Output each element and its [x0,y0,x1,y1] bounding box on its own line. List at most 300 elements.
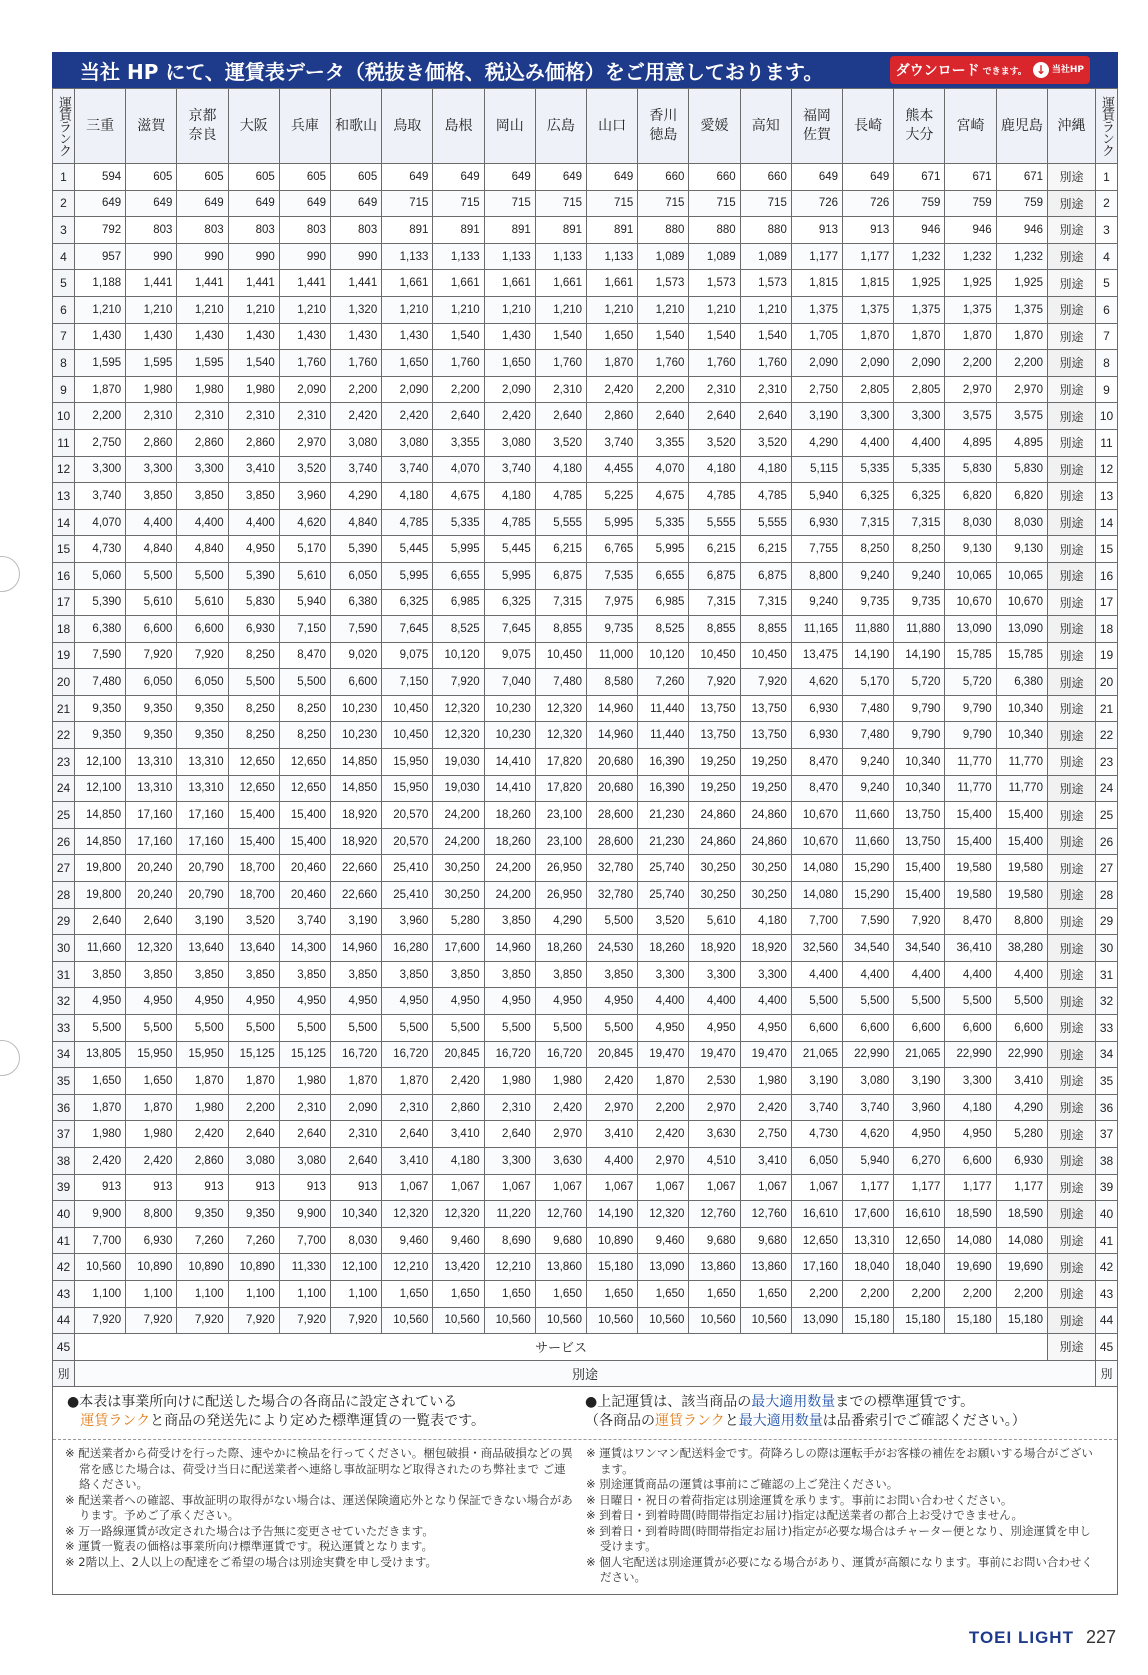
rate-cell: 2,090 [279,376,330,403]
rate-cell: 1,232 [945,243,996,270]
rate-cell: 4,180 [689,456,740,483]
rate-cell: 4,290 [535,908,586,935]
rate-cell: 15,400 [996,828,1047,855]
rate-cell: 715 [638,190,689,217]
rate-cell: 4,950 [75,988,126,1015]
rate-cell: 4,180 [535,456,586,483]
rate-cell: 20,460 [279,882,330,909]
rate-cell: 1,925 [945,270,996,297]
rate-cell: 10,560 [535,1307,586,1334]
rate-cell: 1,210 [638,296,689,323]
rate-cell: 1,650 [484,1280,535,1307]
rate-cell: 715 [689,190,740,217]
rate-cell: 891 [382,217,433,244]
rate-cell: 13,860 [740,1254,791,1281]
rate-cell: 9,735 [587,616,638,643]
rate-cell: 7,480 [535,669,586,696]
sub-notes [53,1440,1117,1594]
region-header: 岡山 [484,89,535,164]
rate-cell: 7,260 [228,1227,279,1254]
rate-cell: 2,420 [638,1121,689,1148]
table-row [53,1227,1118,1254]
rate-cell: 1,540 [638,323,689,350]
rank-cell: 31 [1096,961,1118,988]
rate-cell: 3,740 [484,456,535,483]
rate-cell: 10,670 [945,589,996,616]
rate-cell: 6,380 [996,669,1047,696]
rate-cell: 19,800 [75,882,126,909]
rate-cell: 32,780 [587,855,638,882]
rate-cell: 2,090 [843,350,894,377]
rate-cell: 13,310 [177,775,228,802]
rate-cell: 4,180 [484,483,535,510]
rate-cell: 2,310 [535,376,586,403]
rate-cell: 1,067 [740,1174,791,1201]
rank-cell: 28 [1096,882,1118,909]
rate-cell: 4,400 [638,988,689,1015]
rate-cell: 10,230 [331,695,382,722]
rate-cell: 1,760 [331,350,382,377]
rank-cell: 43 [1096,1280,1118,1307]
rate-cell: 7,920 [433,669,484,696]
rate-cell: 5,500 [587,1015,638,1042]
rate-cell: 13,750 [689,695,740,722]
rate-cell: 913 [279,1174,330,1201]
rate-cell: 6,930 [791,722,842,749]
rate-cell: 4,950 [945,1121,996,1148]
rate-cell: 1,540 [740,323,791,350]
rate-cell: 16,390 [638,775,689,802]
rate-cell: 12,320 [535,695,586,722]
rate-cell: 8,030 [996,509,1047,536]
rate-cell: 1,980 [228,376,279,403]
rate-cell: 24,200 [433,802,484,829]
rate-cell: 22,990 [843,1041,894,1068]
rate-cell: 5,940 [279,589,330,616]
rate-cell: 7,480 [843,695,894,722]
rate-cell: 946 [894,217,945,244]
rate-cell: 5,390 [331,536,382,563]
rate-cell: 3,410 [996,1068,1047,1095]
okinawa-cell: 別途 [1048,350,1096,377]
rate-cell: 2,200 [843,1280,894,1307]
rate-cell: 880 [740,217,791,244]
rank-cell: 37 [53,1121,75,1148]
rate-cell: 10,450 [535,642,586,669]
rate-cell: 5,995 [382,562,433,589]
okinawa-cell: 別途 [1048,1227,1096,1254]
rate-cell: 2,750 [75,429,126,456]
rate-cell: 10,890 [587,1227,638,1254]
rate-cell: 1,210 [177,296,228,323]
rate-cell: 9,680 [740,1227,791,1254]
rate-cell: 4,400 [689,988,740,1015]
rate-cell: 14,410 [484,749,535,776]
rate-cell: 891 [535,217,586,244]
table-row [53,536,1118,563]
rate-cell: 1,650 [535,1280,586,1307]
rank-cell: 27 [1096,855,1118,882]
rate-cell: 5,500 [177,1015,228,1042]
rate-cell: 17,160 [791,1254,842,1281]
rate-cell: 2,200 [996,350,1047,377]
rate-cell: 14,190 [894,642,945,669]
rank-cell: 6 [1096,296,1118,323]
rate-cell: 14,190 [843,642,894,669]
rate-cell: 1,870 [996,323,1047,350]
rate-cell: 30,250 [689,882,740,909]
rate-cell: 7,480 [75,669,126,696]
rate-cell: 4,400 [126,509,177,536]
rate-cell: 1,188 [75,270,126,297]
rate-cell: 1,375 [791,296,842,323]
rate-cell: 2,640 [75,908,126,935]
rate-cell: 5,610 [177,589,228,616]
rate-cell: 11,660 [843,802,894,829]
table-row [53,217,1118,244]
rate-cell: 19,250 [740,775,791,802]
download-banner [52,52,1118,88]
rate-cell: 660 [689,164,740,191]
rate-cell: 16,390 [638,749,689,776]
table-row [53,961,1118,988]
table-row [53,1201,1118,1228]
rank-cell: 22 [1096,722,1118,749]
rate-cell: 6,600 [843,1015,894,1042]
sub-note: ※ 到着日・到着時間(時間帯指定お届け)指定は配送業者の都合上お受けできません。 [586,1508,1023,1523]
table-row [53,1094,1118,1121]
rate-cell: 19,470 [740,1041,791,1068]
sub-notes-right [586,1446,1107,1586]
rank-cell: 26 [1096,828,1118,855]
rank-cell: 40 [1096,1201,1118,1228]
rate-cell: 6,930 [996,1147,1047,1174]
rate-cell: 36,410 [945,935,996,962]
rate-cell: 4,785 [689,483,740,510]
rate-cell: 10,065 [996,562,1047,589]
rate-cell: 12,320 [382,1201,433,1228]
rate-cell: 4,070 [433,456,484,483]
rate-cell: 4,180 [382,483,433,510]
rank-cell: 34 [1096,1041,1118,1068]
rank-cell: 44 [53,1307,75,1334]
sub-note: ※ 個人宅配送は別途運賃が必要になる場合があり、運賃が高額になります。事前にお問い合わせください。 [586,1554,1093,1585]
rate-cell: 5,500 [433,1015,484,1042]
okinawa-cell: 別途 [1048,296,1096,323]
okinawa-cell: 別途 [1048,536,1096,563]
rate-cell: 9,460 [638,1227,689,1254]
rate-cell: 4,180 [740,908,791,935]
rate-cell: 18,260 [484,802,535,829]
rate-cell: 6,930 [791,509,842,536]
rate-cell: 3,300 [177,456,228,483]
okinawa-cell: 別途 [1048,1068,1096,1095]
rate-cell: 12,650 [894,1227,945,1254]
table-row [53,855,1118,882]
rate-cell: 2,860 [177,1147,228,1174]
rate-cell: 4,950 [177,988,228,1015]
rate-cell: 1,430 [279,323,330,350]
rate-cell: 6,875 [740,562,791,589]
rate-cell: 3,520 [535,429,586,456]
rate-cell: 5,500 [587,908,638,935]
rate-cell: 913 [228,1174,279,1201]
rate-cell: 3,960 [894,1094,945,1121]
okinawa-cell: 別途 [1048,323,1096,350]
rate-cell: 17,160 [177,802,228,829]
download-icon: ↓ [1033,62,1049,78]
rate-cell: 7,315 [535,589,586,616]
rate-cell: 7,700 [791,908,842,935]
rate-cell: 24,860 [689,828,740,855]
rate-cell: 9,130 [945,536,996,563]
rate-cell: 6,380 [75,616,126,643]
rank-cell: 2 [1096,190,1118,217]
rate-cell: 10,230 [484,695,535,722]
rate-cell: 5,500 [279,669,330,696]
rate-cell: 28,600 [587,802,638,829]
rate-cell: 1,210 [433,296,484,323]
rate-cell: 1,067 [535,1174,586,1201]
rate-cell: 2,420 [433,1068,484,1095]
rate-cell: 3,740 [75,483,126,510]
rate-cell: 2,310 [484,1094,535,1121]
rate-cell: 9,790 [894,695,945,722]
rate-cell: 6,820 [945,483,996,510]
rate-cell: 2,200 [996,1280,1047,1307]
rate-cell: 649 [177,190,228,217]
rate-cell: 1,760 [279,350,330,377]
rank-cell: 14 [1096,509,1118,536]
rank-cell: 22 [53,722,75,749]
rate-cell: 3,080 [382,429,433,456]
rank-cell: 8 [1096,350,1118,377]
rate-cell: 13,750 [894,828,945,855]
rate-cell: 9,350 [75,722,126,749]
rank-cell: 10 [53,403,75,430]
rate-cell: 649 [484,164,535,191]
region-header: 大阪 [228,89,279,164]
rank-cell: 35 [53,1068,75,1095]
rate-cell: 18,260 [535,935,586,962]
rate-cell: 1,441 [177,270,228,297]
betsu-cell: 別途 [75,1360,1096,1387]
rate-cell: 5,830 [945,456,996,483]
rate-cell: 4,400 [177,509,228,536]
rate-cell: 5,500 [484,1015,535,1042]
rank-cell: 24 [1096,775,1118,802]
rate-cell: 605 [177,164,228,191]
rate-cell: 715 [535,190,586,217]
rate-cell: 14,080 [791,882,842,909]
rate-cell: 6,325 [382,589,433,616]
rate-cell: 1,573 [638,270,689,297]
rate-cell: 4,785 [382,509,433,536]
rate-cell: 913 [843,217,894,244]
binder-hole [0,556,20,592]
rate-cell: 3,850 [75,961,126,988]
binder-hole [0,1040,20,1076]
rate-cell: 12,320 [433,722,484,749]
table-row [53,270,1118,297]
rate-cell: 1,760 [740,350,791,377]
rank-cell: 39 [1096,1174,1118,1201]
rate-cell: 4,070 [638,456,689,483]
rate-cell: 19,030 [433,749,484,776]
rate-cell: 1,133 [535,243,586,270]
rate-cell: 6,325 [484,589,535,616]
rate-cell: 715 [587,190,638,217]
rate-cell: 4,950 [894,1121,945,1148]
rate-cell: 1,375 [894,296,945,323]
sub-note: ※ 配送業者から荷受けを行った際、速やかに検品を行ってください。梱包破損・商品破損などの異常を感じた場合は、荷受け当日に配送業者へ連絡し事故証明など取得されたのち弊社まで ご連絡ください。 [65,1446,573,1492]
rate-cell: 1,573 [689,270,740,297]
rate-cell: 8,250 [279,695,330,722]
rate-cell: 2,420 [126,1147,177,1174]
rate-cell: 2,420 [331,403,382,430]
rate-cell: 5,500 [382,1015,433,1042]
rate-cell: 3,520 [689,429,740,456]
rate-cell: 5,500 [843,988,894,1015]
rate-cell: 2,970 [535,1121,586,1148]
rate-cell: 1,067 [433,1174,484,1201]
rate-cell: 2,860 [126,429,177,456]
okinawa-cell: 別途 [1048,509,1096,536]
rate-cell: 1,441 [228,270,279,297]
table-row [53,775,1118,802]
rate-cell: 2,200 [945,350,996,377]
rate-cell: 1,661 [382,270,433,297]
rank-cell: 33 [1096,1015,1118,1042]
rate-cell: 8,580 [587,669,638,696]
rate-cell: 1,100 [331,1280,382,1307]
rate-cell: 1,089 [638,243,689,270]
note-highlight: 運賃ランク [80,1413,151,1430]
region-header: 京都 奈良 [177,89,228,164]
main-note-left [67,1393,585,1431]
rate-cell: 1,661 [587,270,638,297]
rate-cell: 3,300 [638,961,689,988]
rate-cell: 14,080 [791,855,842,882]
rate-cell: 671 [894,164,945,191]
rate-cell: 18,920 [689,935,740,962]
rate-cell: 17,160 [126,802,177,829]
rate-cell: 9,460 [433,1227,484,1254]
rate-cell: 8,470 [945,908,996,935]
rate-cell: 11,770 [996,775,1047,802]
okinawa-cell: 別途 [1048,695,1096,722]
rate-cell: 3,850 [177,483,228,510]
rate-cell: 7,480 [843,722,894,749]
rate-cell: 5,445 [382,536,433,563]
rate-cell: 18,040 [843,1254,894,1281]
okinawa-cell: 別途 [1048,1280,1096,1307]
rate-cell: 2,530 [689,1068,740,1095]
rate-cell: 10,890 [177,1254,228,1281]
rate-cell: 10,120 [433,642,484,669]
rate-cell: 10,560 [689,1307,740,1334]
table-row [53,1307,1118,1334]
rate-cell: 649 [228,190,279,217]
rate-cell: 3,355 [638,429,689,456]
rate-cell: 24,860 [740,828,791,855]
region-header: 長崎 [843,89,894,164]
rate-cell: 5,445 [484,536,535,563]
sub-note: ※ 運賃一覧表の価格は事業所向け標準運賃です。税込運賃となります。 [65,1539,433,1554]
rate-cell: 8,855 [689,616,740,643]
sub-notes-left [65,1446,586,1586]
rate-cell: 6,600 [331,669,382,696]
download-small-label: できます。 [982,66,1027,77]
rate-cell: 3,740 [382,456,433,483]
rate-cell: 1,650 [689,1280,740,1307]
rate-cell: 13,090 [638,1254,689,1281]
note-text: ●上記運賃は、該当商品の [585,1394,752,1411]
rate-cell: 5,720 [945,669,996,696]
rate-cell: 2,090 [484,376,535,403]
rate-cell: 10,450 [740,642,791,669]
rate-cell: 803 [177,217,228,244]
download-badge[interactable] [890,56,1090,84]
rate-cell: 5,335 [843,456,894,483]
rate-cell: 8,250 [894,536,945,563]
rate-cell: 5,995 [638,536,689,563]
rate-cell: 6,820 [996,483,1047,510]
okinawa-cell: 別途 [1048,828,1096,855]
rate-cell: 1,650 [587,323,638,350]
rate-cell: 1,089 [689,243,740,270]
rate-cell: 715 [484,190,535,217]
rate-cell: 5,500 [228,669,279,696]
rate-cell: 10,065 [945,562,996,589]
rate-cell: 1,980 [177,376,228,403]
rate-cell: 18,260 [484,828,535,855]
rate-cell: 15,290 [843,855,894,882]
rate-cell: 1,067 [587,1174,638,1201]
rate-cell: 3,300 [740,961,791,988]
rate-cell: 13,310 [843,1227,894,1254]
rate-cell: 11,440 [638,695,689,722]
region-header: 福岡 佐賀 [791,89,842,164]
rate-cell: 5,280 [433,908,484,935]
rate-cell: 20,240 [126,882,177,909]
rate-cell: 7,920 [331,1307,382,1334]
rate-cell: 7,920 [228,1307,279,1334]
table-row [53,323,1118,350]
sub-note: ※ 日曜日・祝日の着荷指定は別途運賃を承ります。事前にお問い合わせください。 [586,1492,1013,1507]
rate-cell: 1,870 [228,1068,279,1095]
rate-cell: 11,880 [894,616,945,643]
rate-cell: 10,670 [791,802,842,829]
note-highlight: 運賃ランク [655,1413,725,1430]
rate-cell: 3,520 [740,429,791,456]
rate-cell: 4,950 [126,988,177,1015]
rate-cell: 3,410 [228,456,279,483]
okinawa-cell: 別途 [1048,616,1096,643]
rate-cell: 2,640 [689,403,740,430]
rate-cell: 4,290 [996,1094,1047,1121]
okinawa-cell: 別途 [1048,1094,1096,1121]
rate-cell: 13,090 [945,616,996,643]
rate-cell: 5,940 [843,1147,894,1174]
rate-cell: 4,400 [843,429,894,456]
rank-cell: 44 [1096,1307,1118,1334]
rate-cell: 3,960 [382,908,433,935]
rate-cell: 7,315 [689,589,740,616]
rate-cell: 1,210 [228,296,279,323]
rate-cell: 10,450 [689,642,740,669]
rank-cell: 5 [1096,270,1118,297]
